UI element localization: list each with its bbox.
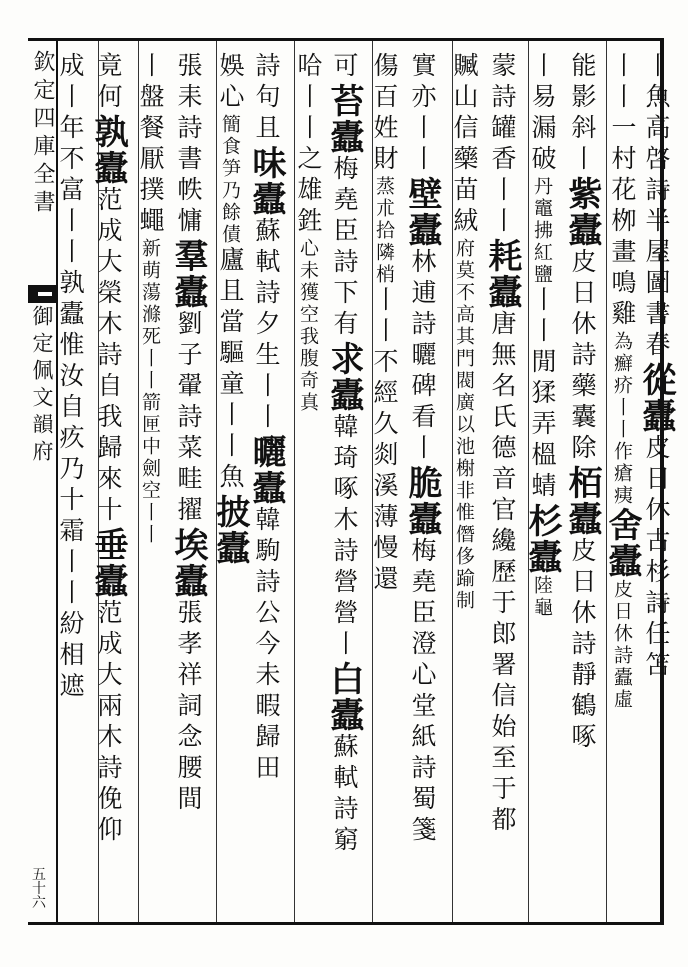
headword: 曬蠹 (246, 434, 286, 506)
text-segment: 娛心 (216, 52, 245, 114)
text-segment: 詩句且 (252, 52, 281, 145)
text-segment: 林逋詩曬碑看丨 (408, 248, 437, 465)
text-segment: 范成大兩木詩俛仰 (94, 599, 123, 847)
text-column (294, 52, 323, 414)
text-segment: 皮日休詩藥囊除 (568, 248, 597, 465)
text-segment: 丨丨不經久剡溪薄慢還 (370, 286, 399, 596)
text-column (562, 52, 602, 754)
text-segment: 贓山信藥苗絨 (450, 52, 479, 238)
text-column (168, 52, 208, 816)
text-segment: 心未獲空我腹 (297, 238, 319, 370)
headword: 壁蠹 (402, 176, 442, 248)
text-segment: 實亦丨丨 (408, 52, 437, 176)
text-column (482, 52, 522, 837)
text-segment: 丨丨閒猱弄榲蜻 (528, 286, 557, 503)
text-segment: 丹竈拂紅鹽 (531, 176, 553, 286)
headword: 孰蠹 (88, 114, 128, 186)
text-segment: 丨盤餐厭撲蠅 (136, 52, 165, 238)
text-segment: 廬且當驅童丨丨魚 (216, 246, 245, 494)
text-segment: 奇真 (297, 370, 319, 414)
headword: 杉蠹 (522, 503, 562, 575)
text-segment: 簡食笋乃餘債 (219, 114, 241, 246)
text-segment: 陸龜 (531, 575, 553, 619)
headword: 栢蠹 (562, 465, 602, 537)
text-segment: 蘇軾詩夕生丨丨 (252, 217, 281, 434)
text-column (56, 52, 85, 703)
text-segment: 可 (330, 52, 359, 83)
text-segment: 丨易漏破 (528, 52, 557, 176)
text-segment: 成丨年不富丨丨孰蠹惟汝自疚乃十霜丨丨紛相遮 (56, 52, 85, 703)
text-column (450, 52, 479, 612)
text-segment: 哈丨丨之雄鉎 (294, 52, 323, 238)
text-segment: 能影斜丨 (568, 52, 597, 176)
text-segment: 皮日休古杉詩任笘 (642, 434, 671, 682)
text-segment: 蒸朮拾隣梢 (373, 176, 395, 286)
headword: 羣蠹 (168, 238, 208, 310)
text-segment: 張孝祥詞念腰間 (174, 599, 203, 816)
headword: 垂蠹 (88, 527, 128, 599)
headword: 披蠹 (210, 494, 250, 566)
text-column (636, 52, 676, 682)
headword: 求蠹 (324, 341, 364, 413)
text-segment: 府莫不高其門閥廣以池榭非惟僭侈踰制 (453, 238, 475, 612)
text-segment: 箭匣中劍空丨丨 (139, 392, 161, 546)
text-column (370, 52, 399, 596)
headword: 從蠹 (636, 362, 676, 434)
text-segment: 皮日休詩靜鶴啄 (568, 537, 597, 754)
headword: 白蠹 (324, 661, 364, 733)
text-column (210, 52, 250, 566)
headword: 埃蠹 (168, 527, 208, 599)
headword: 苔蠹 (324, 83, 364, 155)
text-segment: 丨丨一村花栁畫鳴雞 (608, 52, 637, 331)
text-column (246, 52, 286, 785)
text-segment: 蒙詩罐香丨丨 (488, 52, 517, 238)
headword: 紫蠹 (562, 176, 602, 248)
text-segment: 傷百姓財 (370, 52, 399, 176)
text-segment: 韓駒詩公今未暇歸田 (252, 506, 281, 785)
text-segment: 竟何 (94, 52, 123, 114)
text-column (88, 52, 128, 847)
top-border (28, 38, 664, 41)
headword: 脆蠹 (402, 465, 442, 537)
bottom-border (28, 922, 664, 925)
text-column (402, 52, 442, 847)
text-column (522, 52, 562, 619)
text-segment: 韓琦啄木詩營營丨 (330, 413, 359, 661)
book-title: 欽定四庫全書 (30, 50, 55, 218)
text-segment: 梅堯臣詩下有 (330, 155, 359, 341)
text-segment: 張耒詩書帙慵 (174, 52, 203, 238)
text-column (324, 52, 364, 857)
text-segment: 范成大榮木詩自我歸來十 (94, 186, 123, 527)
text-segment: 劉子翬詩菜畦擢 (174, 310, 203, 527)
section-title: 御定佩文韻府 (30, 305, 54, 467)
text-segment: 梅堯臣澄心堂紙詩蜀箋 (408, 537, 437, 847)
text-segment: 為癬疥丨丨作瘡痍 (611, 331, 633, 507)
column-rule (606, 41, 607, 922)
headword: 耗蠹 (482, 238, 522, 310)
text-segment: 皮日休詩蠹虛 (611, 579, 633, 711)
page-number: 五十六 (32, 867, 46, 911)
text-column (136, 52, 165, 546)
text-segment: 唐無名氏德音官纔歷于郎署信始至于都 (488, 310, 517, 837)
text-segment: 蘇軾詩窮 (330, 733, 359, 857)
text-column (602, 52, 642, 711)
fish-tail-notch (38, 292, 52, 296)
headword: 舍蠹 (602, 507, 642, 579)
text-segment: 丨魚高啓詩半屋圖書春 (642, 52, 671, 362)
text-segment: 新萌蕩滌死丨丨 (139, 238, 161, 392)
headword: 味蠹 (246, 145, 286, 217)
